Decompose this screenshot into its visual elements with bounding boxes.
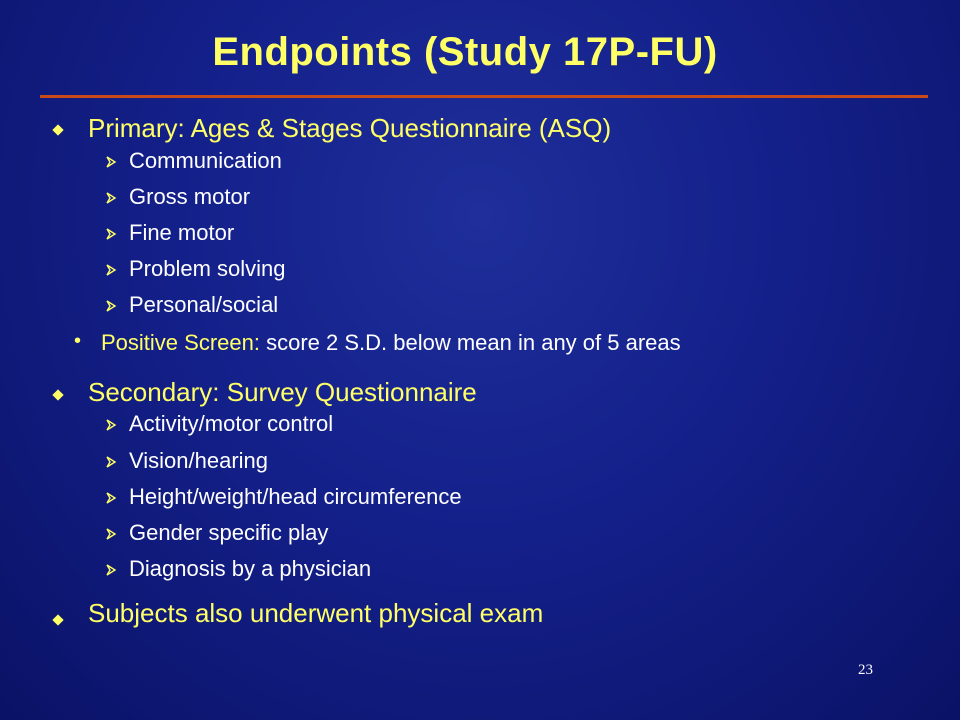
- positive-screen-text: score 2 S.D. below mean in any of 5 areas: [259, 330, 681, 355]
- arrow-bullet-icon: [104, 418, 118, 432]
- primary-item: Communication: [129, 148, 282, 173]
- physical-exam-heading: Subjects also underwent physical exam: [88, 598, 544, 628]
- arrow-bullet-icon: [104, 155, 118, 169]
- secondary-heading: Secondary: Survey Questionnaire: [88, 377, 477, 407]
- positive-screen-line: [101, 330, 681, 356]
- arrow-bullet-icon: [104, 491, 118, 505]
- dot-bullet-icon: •: [74, 330, 82, 352]
- primary-item: Gross motor: [129, 184, 251, 209]
- diamond-bullet-icon: [52, 614, 63, 625]
- primary-heading: Primary: Ages & Stages Questionnaire (ASQ): [88, 113, 612, 143]
- arrow-bullet-icon: [104, 563, 118, 577]
- secondary-item: Diagnosis by a physician: [129, 556, 372, 581]
- arrow-bullet-icon: [104, 455, 118, 469]
- positive-screen-label: Positive Screen:: [101, 330, 260, 355]
- diamond-bullet-icon: [52, 124, 63, 135]
- title-divider: [40, 95, 928, 98]
- primary-item: Personal/social: [129, 292, 279, 317]
- arrow-bullet-icon: [104, 299, 118, 313]
- slide-title: Endpoints (Study 17P-FU): [212, 30, 718, 74]
- secondary-item: Vision/hearing: [129, 448, 269, 473]
- arrow-bullet-icon: [104, 263, 118, 277]
- primary-item: Fine motor: [129, 220, 235, 245]
- secondary-item: Activity/motor control: [129, 411, 334, 436]
- primary-item: Problem solving: [129, 256, 286, 281]
- diamond-bullet-icon: [52, 389, 63, 400]
- arrow-bullet-icon: [104, 191, 118, 205]
- arrow-bullet-icon: [104, 227, 118, 241]
- secondary-item: Height/weight/head circumference: [129, 484, 462, 509]
- page-number: 23: [858, 662, 873, 678]
- arrow-bullet-icon: [104, 527, 118, 541]
- secondary-item: Gender specific play: [129, 520, 329, 545]
